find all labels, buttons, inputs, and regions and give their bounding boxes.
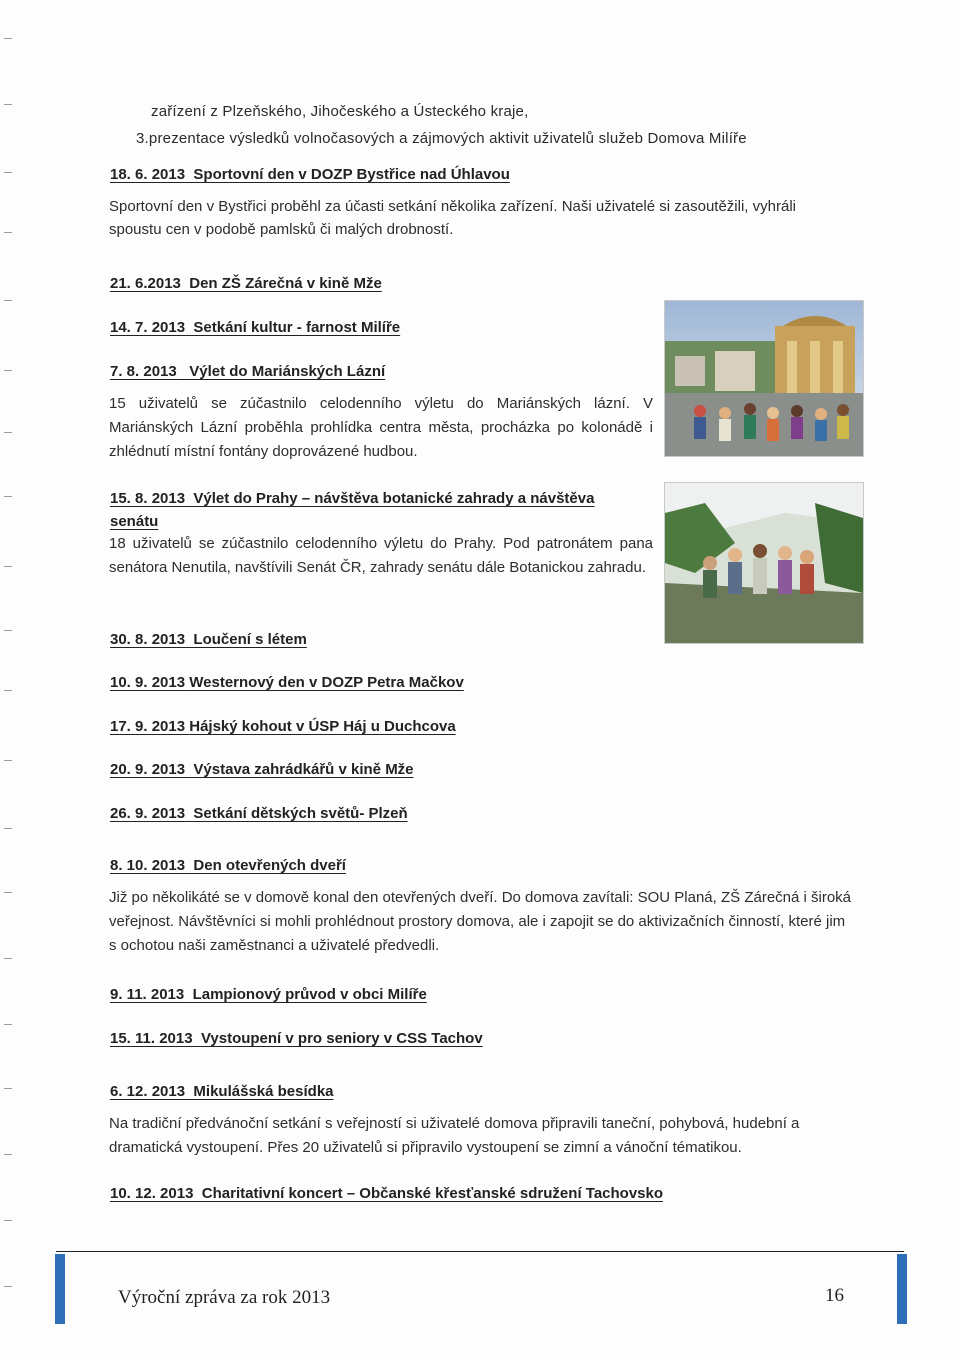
marianske-lazne-colonnade-photo <box>664 300 864 457</box>
intro-line-1: zařízení z Plzeňského, Jihočeského a Ústeckého kraje, <box>151 103 529 120</box>
event-description: Na tradiční předvánoční setkání s veřejností si uživatelé domova připravili taneční, pohybová, hudební a dramatická vystoupení. Přes 20 uživatelů si připravilo vystoupení se zimní a vánoční tématikou. <box>109 1115 800 1156</box>
intro-line-2: 3.prezentace výsledků volnočasových a zájmových aktivit uživatelů služeb Domova Milíře <box>136 130 747 147</box>
page-number: 16 <box>825 1285 844 1306</box>
footer-rule <box>56 1251 904 1252</box>
event-date: 14. 7. 2013 <box>110 319 186 336</box>
garden-photo-graphic <box>665 483 863 643</box>
event-date: 8. 10. 2013 <box>110 857 186 874</box>
event-heading <box>110 674 464 691</box>
event-date: 6. 12. 2013 <box>110 1083 186 1100</box>
event-title: Den ZŠ Zárečná v kině Mže <box>189 275 382 292</box>
event-description: Již po několikáté se v domově konal den otevřených dveří. Do domova zavítali: SOU Planá, ZŠ Zárečná i široká veřejnost. Návštěvníci si mohli prohlédnout prostory domova, ale i zapojit se do aktivizačních činností, které jim s ochotou naši zaměstnanci a uživatelé předvedli. <box>109 889 852 954</box>
footer-title: Výroční zpráva za rok 2013 <box>118 1287 331 1308</box>
event-title: Vystoupení v pro seniory v CSS Tachov <box>200 1030 483 1047</box>
event-title: Setkání kultur - farnost Milíře <box>193 319 401 336</box>
event-title: Hájský kohout v ÚSP Háj u Duchcova <box>189 718 456 735</box>
event-date: 17. 9. 2013 <box>110 718 186 735</box>
event-heading <box>110 363 385 380</box>
event-date: 26. 9. 2013 <box>110 805 186 822</box>
event-heading <box>110 490 594 507</box>
event-description: Sportovní den v Bystřici proběhl za účasti setkání několika zařízení. Naši uživatelé si zasoutěžili, vyhráli spoustu cen v podobě pamlsků či malých drobností. <box>109 198 796 238</box>
event-date: 21. 6.2013 <box>110 275 181 292</box>
event-title: Sportovní den v DOZP Bystřice nad Úhlavou <box>193 166 510 183</box>
event-date: 15. 11. 2013 <box>110 1030 193 1047</box>
event-description: 18 uživatelů se zúčastnilo celodenního výletu do Prahy. Pod patronátem pana senátora Nenutila, navštívili Senát ČR, zahrady senátu dále Botanickou zahradu. <box>109 535 653 576</box>
event-heading <box>110 1083 334 1100</box>
event-title-continued: senátu <box>110 513 159 530</box>
footer-left-accent-bar <box>55 1254 65 1324</box>
event-title: Westernový den v DOZP Petra Mačkov <box>189 674 464 691</box>
event-date: 7. 8. 2013 <box>110 363 177 380</box>
event-date: 9. 11. 2013 <box>110 986 185 1003</box>
event-title: Charitativní koncert – Občanské křesťanské sdružení Tachovsko <box>201 1185 664 1202</box>
event-title: Setkání dětských světů- Plzeň <box>193 805 408 822</box>
event-heading <box>110 1030 483 1047</box>
event-heading <box>110 718 456 735</box>
event-date: 15. 8. 2013 <box>110 490 186 507</box>
event-heading <box>110 805 408 822</box>
event-description: 15 uživatelů se zúčastnilo celodenního výletu do Mariánských lázní. V Mariánských Lázní proběhla prohlídka centra města, procházka po kolonádě i zhlédnutí místní fontány doprovázené hudbou. <box>109 395 653 460</box>
event-date: 18. 6. 2013 <box>110 166 186 183</box>
event-heading <box>110 761 414 778</box>
event-heading <box>110 1185 663 1202</box>
footer-right-accent-bar <box>897 1254 907 1324</box>
event-date: 30. 8. 2013 <box>110 631 186 648</box>
event-heading <box>110 166 510 183</box>
event-title: Den otevřených dveří <box>193 857 346 874</box>
botanical-garden-group-photo <box>664 482 864 644</box>
event-heading <box>110 319 400 336</box>
event-title: Mikulášská besídka <box>193 1083 334 1100</box>
event-heading <box>110 631 307 648</box>
event-date: 10. 12. 2013 <box>110 1185 194 1202</box>
event-heading <box>110 275 382 292</box>
event-date: 20. 9. 2013 <box>110 761 186 778</box>
event-date: 10. 9. 2013 <box>110 674 186 691</box>
event-title: Loučení s létem <box>193 631 307 648</box>
event-title: Výlet do Mariánských Lázní <box>189 363 386 380</box>
event-heading <box>110 986 427 1003</box>
event-title: Výstava zahrádkářů v kině Mže <box>193 761 414 778</box>
colonnade-photo-graphic <box>665 301 863 456</box>
event-title: Lampionový průvod v obci Milíře <box>192 986 427 1003</box>
event-heading <box>110 857 346 874</box>
event-title: Výlet do Prahy – návštěva botanické zahrady a návštěva <box>193 490 595 507</box>
